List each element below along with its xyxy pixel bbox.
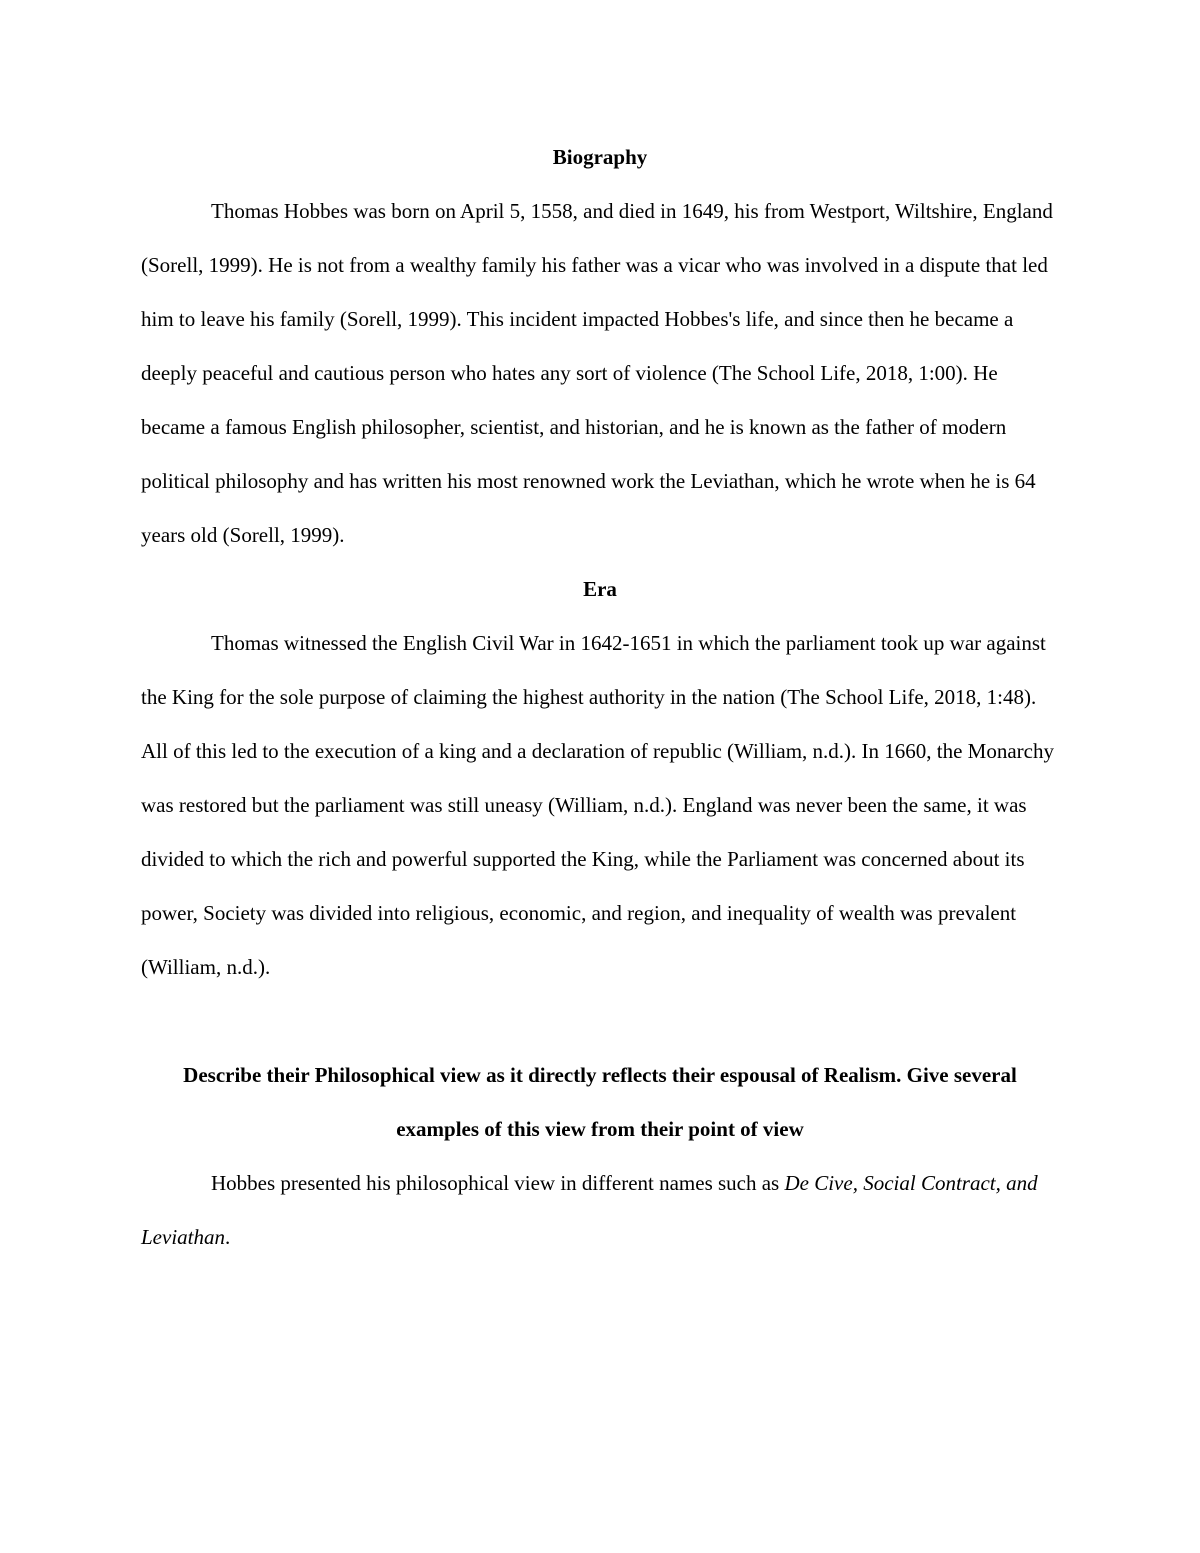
document-body — [141, 130, 1059, 1264]
era-paragraph: Thomas witnessed the English Civil War in 1642-1651 in which the parliament took up war against the King for the sole purpose of claiming the highest authority in the nation (The School Life, 2018, 1:48). All of this led to the execution of a king and a declaration of republic (William, n.d.). In 1660, the Monarchy was restored but the parliament was still uneasy (William, n.d.). England was never been the same, it was divided to which the rich and powerful supported the King, while the Parliament was concerned about its power, Society was divided into religious, economic, and region, and inequality of wealth was prevalent (William, n.d.). — [141, 631, 1054, 979]
philosophy-works-italic: De Cive, Social Contract, and Leviathan — [141, 1171, 1038, 1249]
biography-heading: Biography — [552, 145, 648, 169]
section-spacer — [141, 994, 1059, 1048]
era-heading: Era — [583, 577, 617, 601]
philosophy-paragraph-lead: Hobbes presented his philosophical view in different names such as — [211, 1171, 785, 1195]
philosophy-question-heading: Describe their Philosophical view as it directly reflects their espousal of Realism. Give several examples of this view from their point of view — [183, 1063, 1017, 1141]
biography-paragraph: Thomas Hobbes was born on April 5, 1558, and died in 1649, his from Westport, Wiltshire, England (Sorell, 1999). He is not from a wealthy family his father was a vicar who was involved in a dispute that led him to leave his family (Sorell, 1999). This incident impacted Hobbes's life, and since then he became a deeply peaceful and cautious person who hates any sort of violence (The School Life, 2018, 1:00). He became a famous English philosopher, scientist, and historian, and he is known as the father of modern political philosophy and has written his most renowned work the Leviathan, which he wrote when he is 64 years old (Sorell, 1999). — [141, 199, 1053, 547]
philosophy-paragraph-end: . — [225, 1225, 231, 1249]
philosophy-paragraph — [141, 1156, 1059, 1264]
